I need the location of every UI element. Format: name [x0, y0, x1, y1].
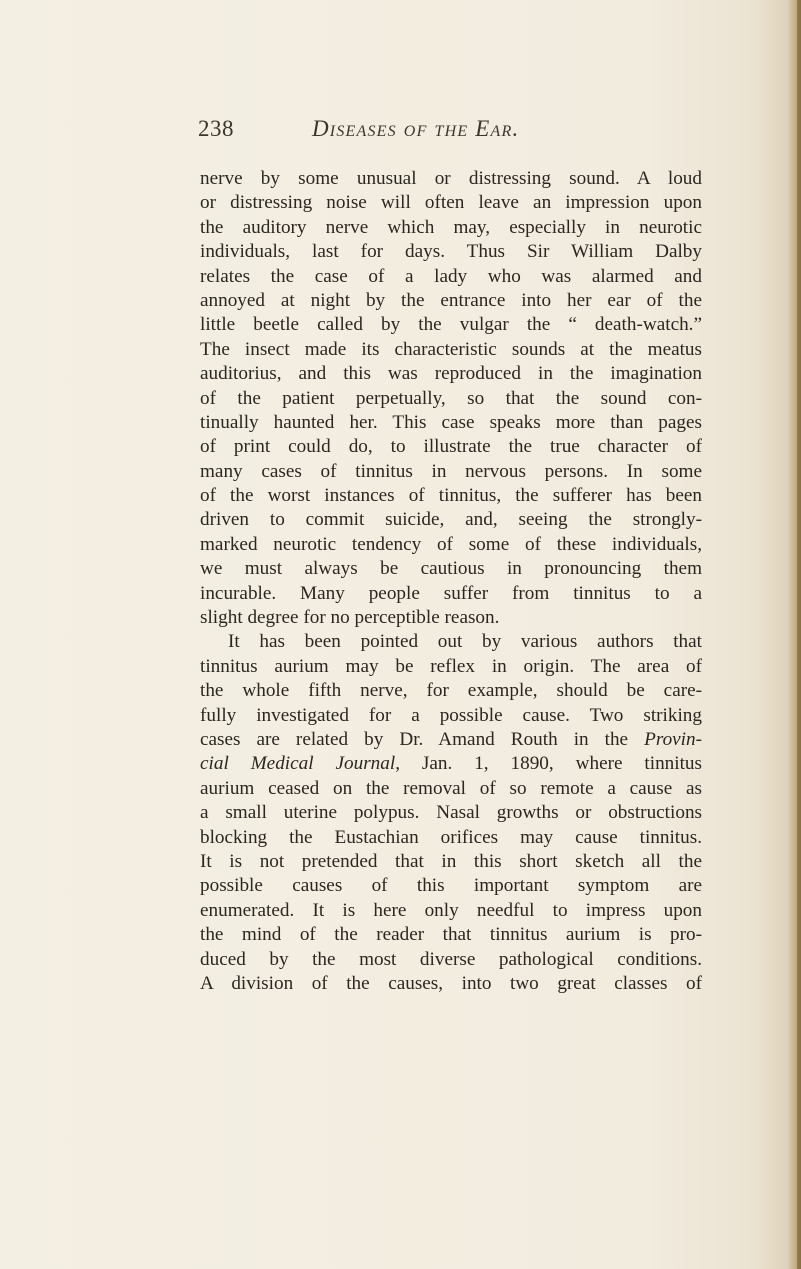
text-line: the mind of the reader that tinnitus aurium is pro- — [200, 924, 702, 946]
text-line: nerve by some unusual or distressing sound. A loud — [200, 168, 702, 189]
text-line: annoyed at night by the entrance into her ear of the — [200, 289, 702, 311]
page-number: 238 — [198, 116, 234, 141]
body-text — [200, 167, 702, 996]
text-line: aurium ceased on the removal of so remote a cause as — [200, 777, 702, 799]
text-line: blocking the Eustachian orifices may cause tinnitus. — [200, 826, 702, 848]
text-line: possible causes of this important symptom are — [200, 875, 702, 897]
text-segment: cases are related by Dr. Amand Routh in the — [200, 728, 629, 750]
text-line: individuals, last for days. Thus Sir William Dalby — [200, 241, 702, 263]
text-segment: , Jan. 1, 1890, where tinnitus — [395, 753, 702, 775]
text-line: fully investigated for a possible cause. Two striking — [200, 704, 702, 726]
text-line: of the worst instances of tinnitus, the sufferer has been — [200, 485, 702, 507]
text-line: relates the case of a lady who was alarmed and — [200, 265, 702, 287]
text-line: a small uterine polypus. Nasal growths or obstructions — [200, 802, 702, 824]
text-line: tinually haunted her. This case speaks more than pages — [200, 411, 702, 433]
text-line: tinnitus aurium may be reflex in origin. The area of — [200, 655, 702, 677]
text-line: It is not pretended that in this short sketch all the — [200, 850, 702, 872]
text-line: the whole fifth nerve, for example, should be care- — [200, 680, 702, 702]
text-line: of the patient perpetually, so that the sound con- — [200, 387, 702, 409]
journal-title-part: Provin- — [644, 728, 702, 750]
text-line: The insect made its characteristic sounds at the meatus — [200, 338, 702, 360]
text-line: the auditory nerve which may, especially in neurotic — [200, 216, 702, 238]
journal-title-part: cial Medical Journal — [200, 753, 396, 775]
text-line: or distressing noise will often leave an impression upon — [200, 192, 702, 214]
text-line: marked neurotic tendency of some of these individuals, — [200, 533, 702, 555]
text-line: we must always be cautious in pronouncing them — [200, 558, 702, 580]
text-line: many cases of tinnitus in nervous persons. In some — [200, 460, 702, 482]
text-line — [200, 728, 702, 752]
text-line: duced by the most diverse pathological conditions. — [200, 948, 702, 970]
text-line: incurable. Many people suffer from tinnitus to a — [200, 582, 702, 604]
text-line — [200, 752, 702, 776]
text-line: A division of the causes, into two great classes of — [200, 972, 702, 994]
text-line: of print could do, to illustrate the true character of — [200, 436, 702, 458]
page-edge-dark — [797, 0, 801, 1269]
text-line: It has been pointed out by various authors that — [228, 631, 702, 653]
text-line: little beetle called by the vulgar the “ death-watch.” — [200, 314, 702, 336]
running-title: Diseases of the Ear. — [312, 116, 520, 141]
page-header — [198, 116, 718, 146]
text-line: enumerated. It is here only needful to impress upon — [200, 899, 702, 921]
text-line: slight degree for no perceptible reason. — [200, 607, 500, 629]
text-line: driven to commit suicide, and, seeing the strongly- — [200, 509, 702, 531]
text-line: auditorius, and this was reproduced in the imagination — [200, 363, 702, 385]
